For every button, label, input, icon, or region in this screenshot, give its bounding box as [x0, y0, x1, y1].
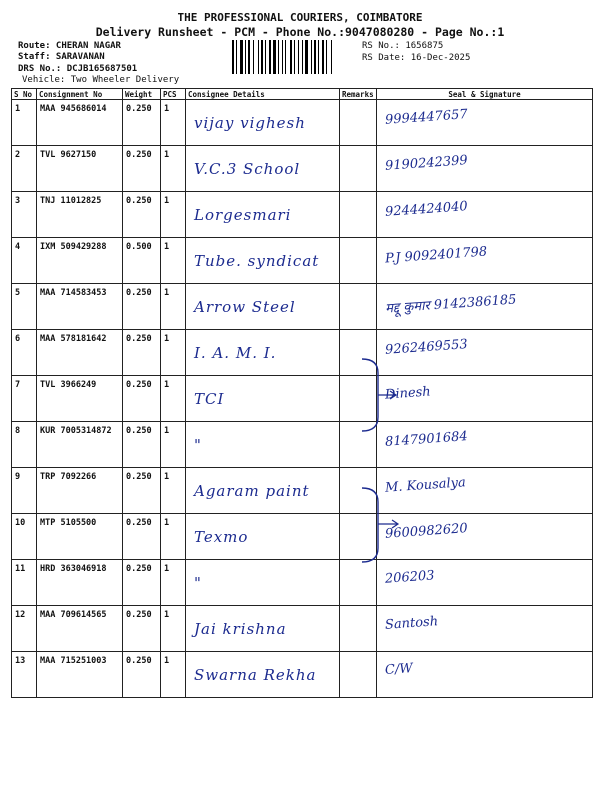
sno-cell: 7 [12, 376, 37, 422]
consignee-cell [186, 192, 340, 238]
weight-cell: 0.250 [123, 192, 161, 238]
table-row [12, 376, 593, 422]
remarks-cell [340, 560, 377, 606]
pcs-cell: 1 [161, 606, 186, 652]
signature-cell [377, 284, 593, 330]
consignment-no-cell: TNJ 11012825 [37, 192, 123, 238]
pcs-cell: 1 [161, 560, 186, 606]
rs-date: RS Date: 16-Dec-2025 [362, 53, 471, 63]
handwritten-signature: C/W [384, 661, 414, 678]
consignment-no-cell: TVL 3966249 [37, 376, 123, 422]
consignee-cell [186, 514, 340, 560]
col-consignment-header: Consignment No [37, 89, 123, 100]
weight-cell: 0.250 [123, 422, 161, 468]
col-remarks-header: Remarks [340, 89, 377, 100]
remarks-cell [340, 652, 377, 698]
weight-cell: 0.250 [123, 100, 161, 146]
handwritten-consignee: Jai krishna [194, 620, 287, 638]
barcode-image [232, 40, 356, 74]
rs-number: RS No.: 1656875 [362, 41, 444, 51]
col-pcs-header: PCS [161, 89, 186, 100]
sno-cell: 12 [12, 606, 37, 652]
consignment-no-cell: MAA 578181642 [37, 330, 123, 376]
handwritten-consignee: vijay vighesh [194, 114, 306, 132]
consignment-no-cell: MAA 714583453 [37, 284, 123, 330]
runsheet-subtitle: Delivery Runsheet - PCM - Phone No.:9047080280 - Page No.:1 [95, 25, 505, 39]
weight-cell: 0.250 [123, 468, 161, 514]
sno-cell: 3 [12, 192, 37, 238]
signature-cell [377, 376, 593, 422]
remarks-cell [340, 146, 377, 192]
table-row [12, 606, 593, 652]
pcs-cell: 1 [161, 100, 186, 146]
weight-cell: 0.250 [123, 652, 161, 698]
consignee-cell [186, 376, 340, 422]
signature-cell [377, 514, 593, 560]
signature-cell [377, 146, 593, 192]
table-row [12, 192, 593, 238]
table-row [12, 238, 593, 284]
sno-cell: 8 [12, 422, 37, 468]
table-row [12, 422, 593, 468]
consignee-cell [186, 468, 340, 514]
handwritten-consignee: I. A. M. I. [194, 344, 277, 362]
consignment-no-cell: KUR 7005314872 [37, 422, 123, 468]
consignment-no-cell: MAA 709614565 [37, 606, 123, 652]
pcs-cell: 1 [161, 284, 186, 330]
table-row [12, 468, 593, 514]
handwritten-consignee: Lorgesmari [194, 206, 292, 224]
handwritten-signature: M. Kousalya [384, 475, 467, 496]
consignment-no-cell: MAA 715251003 [37, 652, 123, 698]
runsheet-table [11, 88, 593, 698]
table-row [12, 146, 593, 192]
sno-cell: 4 [12, 238, 37, 284]
consignee-cell [186, 330, 340, 376]
bracket-mark-rows-10-11 [360, 484, 402, 566]
weight-cell: 0.250 [123, 514, 161, 560]
handwritten-consignee: Tube. syndicat [194, 252, 320, 270]
signature-cell [377, 100, 593, 146]
handwritten-signature: मद्दू कुमार 9142386185 [384, 292, 517, 317]
weight-cell: 0.250 [123, 284, 161, 330]
table-row [12, 652, 593, 698]
signature-cell [377, 330, 593, 376]
staff-label: Staff: SARAVANAN [18, 52, 105, 62]
handwritten-consignee: " [194, 574, 202, 592]
table-row [12, 560, 593, 606]
handwritten-consignee: " [194, 436, 202, 454]
signature-cell [377, 238, 593, 284]
sno-cell: 2 [12, 146, 37, 192]
consignment-no-cell: MAA 945686014 [37, 100, 123, 146]
signature-cell [377, 606, 593, 652]
sno-cell: 1 [12, 100, 37, 146]
weight-cell: 0.250 [123, 560, 161, 606]
consignment-no-cell: IXM 509429288 [37, 238, 123, 284]
remarks-cell [340, 192, 377, 238]
weight-cell: 0.250 [123, 330, 161, 376]
consignee-cell [186, 284, 340, 330]
pcs-cell: 1 [161, 146, 186, 192]
sno-cell: 5 [12, 284, 37, 330]
weight-cell: 0.250 [123, 606, 161, 652]
pcs-cell: 1 [161, 514, 186, 560]
signature-cell [377, 652, 593, 698]
handwritten-signature: 9190242399 [384, 153, 469, 174]
remarks-cell [340, 100, 377, 146]
remarks-cell [340, 606, 377, 652]
handwritten-consignee: TCI [194, 390, 225, 408]
bracket-mark-rows-7-8 [360, 355, 400, 435]
handwritten-consignee: Agaram paint [194, 482, 310, 500]
pcs-cell: 1 [161, 238, 186, 284]
consignment-no-cell: HRD 363046918 [37, 560, 123, 606]
table-row [12, 514, 593, 560]
consignee-cell [186, 606, 340, 652]
sno-cell: 6 [12, 330, 37, 376]
consignee-cell [186, 146, 340, 192]
consignee-cell [186, 238, 340, 284]
sno-cell: 13 [12, 652, 37, 698]
handwritten-signature: 9262469553 [384, 337, 469, 358]
col-signature-header: Seal & Signature [377, 89, 593, 100]
handwritten-consignee: Swarna Rekha [194, 666, 317, 684]
col-consignee-header: Consignee Details [186, 89, 340, 100]
handwritten-consignee: V.C.3 School [194, 160, 301, 178]
pcs-cell: 1 [161, 192, 186, 238]
remarks-cell [340, 238, 377, 284]
col-sno-header: S No [12, 89, 37, 100]
handwritten-signature: 9244424040 [384, 199, 469, 220]
pcs-cell: 1 [161, 468, 186, 514]
handwritten-signature: Santosh [384, 614, 439, 633]
weight-cell: 0.500 [123, 238, 161, 284]
table-header-row [12, 89, 593, 100]
consignment-no-cell: MTP 5105500 [37, 514, 123, 560]
consignee-cell [186, 100, 340, 146]
signature-cell [377, 422, 593, 468]
consignment-no-cell: TVL 9627150 [37, 146, 123, 192]
handwritten-signature: 8147901684 [384, 429, 469, 450]
consignee-cell [186, 560, 340, 606]
handwritten-consignee: Arrow Steel [194, 298, 296, 316]
handwritten-signature: P.J 9092401798 [384, 244, 488, 267]
signature-cell [377, 468, 593, 514]
table-row [12, 100, 593, 146]
drs-label: DRS No.: DCJB165687501 [18, 64, 138, 74]
handwritten-consignee: Texmo [194, 528, 249, 546]
weight-cell: 0.250 [123, 376, 161, 422]
sno-cell: 9 [12, 468, 37, 514]
sno-cell: 11 [12, 560, 37, 606]
company-title: THE PROFESSIONAL COURIERS, COIMBATORE [177, 11, 423, 24]
handwritten-signature: Dinesh [384, 384, 432, 403]
handwritten-signature: 206203 [384, 568, 436, 587]
col-weight-header: Weight [123, 89, 161, 100]
consignee-cell [186, 422, 340, 468]
weight-cell: 0.250 [123, 146, 161, 192]
vehicle-label: Vehicle: Two Wheeler Delivery [22, 75, 180, 85]
route-label: Route: CHERAN NAGAR [18, 41, 121, 51]
signature-cell [377, 192, 593, 238]
handwritten-signature: 9994447657 [384, 107, 469, 128]
remarks-cell [340, 284, 377, 330]
pcs-cell: 1 [161, 376, 186, 422]
consignment-no-cell: TRP 7092266 [37, 468, 123, 514]
consignee-cell [186, 652, 340, 698]
pcs-cell: 1 [161, 422, 186, 468]
pcs-cell: 1 [161, 330, 186, 376]
sno-cell: 10 [12, 514, 37, 560]
pcs-cell: 1 [161, 652, 186, 698]
handwritten-signature: 9600982620 [384, 521, 469, 542]
table-row [12, 330, 593, 376]
table-row [12, 284, 593, 330]
signature-cell [377, 560, 593, 606]
